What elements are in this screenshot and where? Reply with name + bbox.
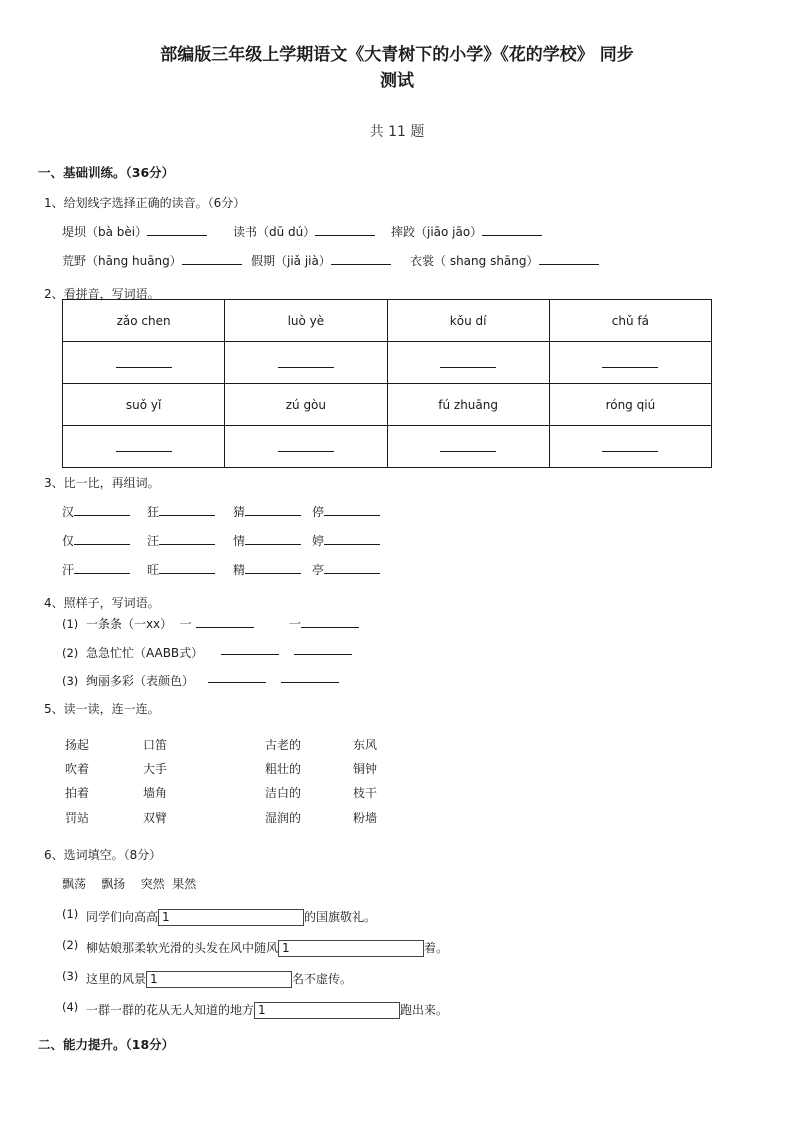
match-item[interactable]: 粉墙 <box>353 811 378 825</box>
answer-cell[interactable] <box>63 342 225 384</box>
fill-input[interactable]: 1 <box>158 909 304 926</box>
fill-item: (1) 同学们向高高 1 的国旗敬礼。 <box>62 907 376 924</box>
q1-label: 1、给划线字选择正确的读音。（6分） <box>44 196 246 210</box>
match-item[interactable]: 洁白的 <box>265 786 302 800</box>
answer-blank[interactable] <box>324 563 380 574</box>
pinyin-cell: zú gòu <box>225 384 387 426</box>
match-item[interactable]: 拍着 <box>65 786 90 800</box>
answer-blank[interactable] <box>196 617 254 628</box>
answer-blank[interactable] <box>294 644 352 655</box>
q3-item: 仅 <box>62 532 130 549</box>
match-item[interactable]: 古老的 <box>265 738 302 752</box>
match-item[interactable]: 粗壮的 <box>265 762 302 776</box>
page-title-line2: 测试 <box>380 71 414 91</box>
q3-item: 汉 <box>62 503 130 520</box>
fill-input[interactable]: 1 <box>278 940 424 957</box>
q4-blanks <box>208 672 339 686</box>
answer-blank[interactable] <box>245 534 301 545</box>
match-item[interactable]: 墙角 <box>143 786 168 800</box>
question-count: 共 11 题 <box>369 124 425 140</box>
q3-item: 汗 <box>62 561 130 578</box>
q1-item: 读书（dū dú） <box>233 223 375 240</box>
q3-item: 旺 <box>147 561 215 578</box>
pinyin-table <box>62 299 712 468</box>
section-2-heading: 二、能力提升。（18分） <box>38 1037 175 1052</box>
answer-blank[interactable] <box>539 254 599 265</box>
q3-item: 汪 <box>147 532 215 549</box>
fill-input[interactable]: 1 <box>146 971 292 988</box>
match-item[interactable]: 双臂 <box>143 811 168 825</box>
answer-blank[interactable] <box>281 672 339 683</box>
q3-item: 情 <box>233 532 301 549</box>
table-row <box>63 342 712 384</box>
match-item[interactable]: 枝干 <box>353 786 378 800</box>
match-item[interactable]: 湿润的 <box>265 811 302 825</box>
answer-blank[interactable] <box>147 225 207 236</box>
q3-item: 精 <box>233 561 301 578</box>
q1-item: 衣裳（ shang shāng） <box>410 252 599 269</box>
match-item[interactable]: 吹着 <box>65 762 90 776</box>
q4-label: 4、照样子，写词语。 <box>44 596 160 610</box>
q2-label: 2、看拼音，写词语。 <box>44 287 160 301</box>
answer-blank[interactable] <box>245 563 301 574</box>
q4-blanks <box>221 644 352 658</box>
q1-item: 摔跤（jiāo jāo） <box>391 223 542 240</box>
q3-item: 猜 <box>233 503 301 520</box>
answer-blank[interactable] <box>159 505 215 516</box>
answer-cell[interactable] <box>387 342 549 384</box>
answer-cell[interactable] <box>225 342 387 384</box>
pinyin-cell: suǒ yǐ <box>63 384 225 426</box>
section-1-heading: 一、基础训练。（36分） <box>38 165 175 180</box>
q3-item: 狂 <box>147 503 215 520</box>
q6-label: 6、选词填空。（8分） <box>44 848 162 862</box>
match-item[interactable]: 扬起 <box>65 738 90 752</box>
fill-input[interactable]: 1 <box>254 1002 400 1019</box>
q3-item: 亭 <box>312 561 380 578</box>
q1-item: 堤坝（bà bèi） <box>62 223 207 240</box>
q4-item: (1) 一条条（一xx） 一 <box>62 615 254 632</box>
fill-item: (4) 一群一群的花从无人知道的地方 1 跑出来。 <box>62 1000 448 1017</box>
word-bank: 飘荡 飘扬 突然 果然 <box>62 877 197 891</box>
answer-cell[interactable] <box>225 426 387 468</box>
fill-item: (3) 这里的风景 1 名不虚传。 <box>62 969 352 986</box>
q4-item: (2) 急急忙忙（AABB式） <box>62 646 204 660</box>
page-title-line1: 部编版三年级上学期语文《大青树下的小学》《花的学校》 同步 <box>160 45 634 65</box>
q3-label: 3、比一比，再组词。 <box>44 476 160 490</box>
answer-blank[interactable] <box>221 644 279 655</box>
answer-blank[interactable] <box>208 672 266 683</box>
answer-blank[interactable] <box>74 505 130 516</box>
answer-blank[interactable] <box>159 563 215 574</box>
pinyin-cell: róng qiú <box>549 384 711 426</box>
pinyin-cell: fú zhuāng <box>387 384 549 426</box>
match-item[interactable]: 口笛 <box>143 738 168 752</box>
pinyin-cell: luò yè <box>225 300 387 342</box>
match-item[interactable]: 罚站 <box>65 811 90 825</box>
match-item[interactable]: 大手 <box>143 762 168 776</box>
answer-blank[interactable] <box>331 254 391 265</box>
answer-cell[interactable] <box>387 426 549 468</box>
answer-blank[interactable] <box>301 617 359 628</box>
answer-blank[interactable] <box>482 225 542 236</box>
q3-item: 停 <box>312 503 380 520</box>
answer-cell[interactable] <box>63 426 225 468</box>
answer-cell[interactable] <box>549 342 711 384</box>
answer-blank[interactable] <box>159 534 215 545</box>
pinyin-cell: zǎo chen <box>63 300 225 342</box>
answer-blank[interactable] <box>324 505 380 516</box>
pinyin-cell: kǒu dí <box>387 300 549 342</box>
table-row <box>63 384 712 426</box>
table-row <box>63 300 712 342</box>
match-item[interactable]: 铜钟 <box>353 762 378 776</box>
q5-label: 5、读一读，连一连。 <box>44 702 160 716</box>
answer-blank[interactable] <box>315 225 375 236</box>
q3-item: 婷 <box>312 532 380 549</box>
answer-cell[interactable] <box>549 426 711 468</box>
q1-item: 荒野（hāng huāng） <box>62 252 242 269</box>
match-item[interactable]: 东风 <box>353 738 378 752</box>
answer-blank[interactable] <box>74 534 130 545</box>
answer-blank[interactable] <box>324 534 380 545</box>
table-row <box>63 426 712 468</box>
q4-item: (3) 绚丽多彩（表颜色） <box>62 674 194 688</box>
q4-item: 一 <box>289 615 359 632</box>
answer-blank[interactable] <box>245 505 301 516</box>
q1-item: 假期（jiǎ jià） <box>251 252 391 269</box>
answer-blank[interactable] <box>182 254 242 265</box>
answer-blank[interactable] <box>74 563 130 574</box>
fill-item: (2) 柳姑娘那柔软光滑的头发在风中随风 1 着。 <box>62 938 448 955</box>
pinyin-cell: chǔ fá <box>549 300 711 342</box>
